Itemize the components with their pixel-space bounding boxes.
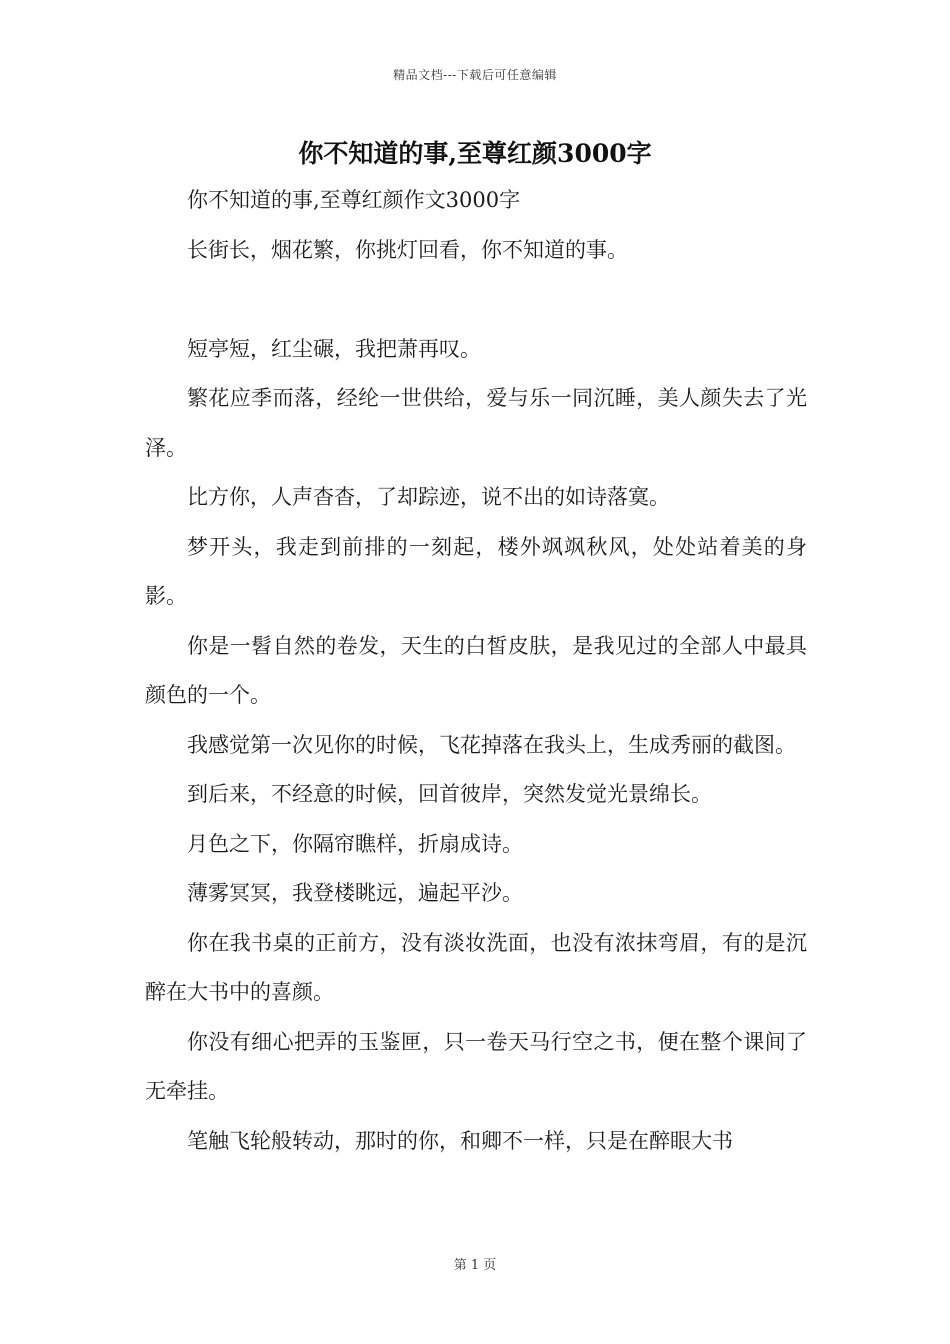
- paragraph: 你是一髫自然的卷发，天生的白皙皮肤，是我见过的全部人中最具颜色的一个。: [145, 633, 807, 707]
- paragraph: 你不知道的事,至尊红颜作文3000字: [187, 188, 521, 212]
- document-title: 你不知道的事,至尊红颜3000字: [298, 139, 652, 168]
- page-header: 精品文档---下载后可任意编辑: [393, 68, 557, 82]
- paragraph: 笔触飞轮般转动，那时的你，和卿不一样，只是在醉眼大书: [187, 1128, 733, 1153]
- paragraph: 长街长，烟花繁，你挑灯回看，你不知道的事。: [187, 237, 628, 262]
- paragraph: 月色之下，你隔帘瞧样，折扇成诗。: [187, 831, 523, 856]
- paragraph: 到后来，不经意的时候，回首彼岸，突然发觉光景绵长。: [187, 782, 712, 806]
- paragraph: 繁花应季而落，经纶一世供给，爱与乐一同沉睡，美人颜失去了光泽。: [145, 386, 807, 460]
- paragraph: 梦开头，我走到前排的一刻起，楼外飒飒秋风，处处站着美的身影。: [145, 534, 807, 608]
- paragraph: 我感觉第一次见你的时候，飞花掉落在我头上，生成秀丽的截图。: [187, 732, 796, 757]
- page-number: 第 1 页: [453, 1258, 497, 1273]
- paragraph: 你在我书桌的正前方，没有淡妆洗面，也没有浓抹弯眉，有的是沉醉在大书中的喜颜。: [145, 930, 807, 1004]
- paragraph: 比方你，人声杳杳，了却踪迹，说不出的如诗落寞。: [187, 485, 670, 509]
- paragraph: 薄雾冥冥，我登楼眺远，遍起平沙。: [187, 881, 523, 905]
- paragraph: 你没有细心把弄的玉鉴匣，只一卷天马行空之书，便在整个课间了无牵挂。: [145, 1029, 807, 1103]
- paragraph: 短亭短，红尘碾，我把萧再叹。: [187, 336, 481, 361]
- document-body: [145, 176, 807, 1166]
